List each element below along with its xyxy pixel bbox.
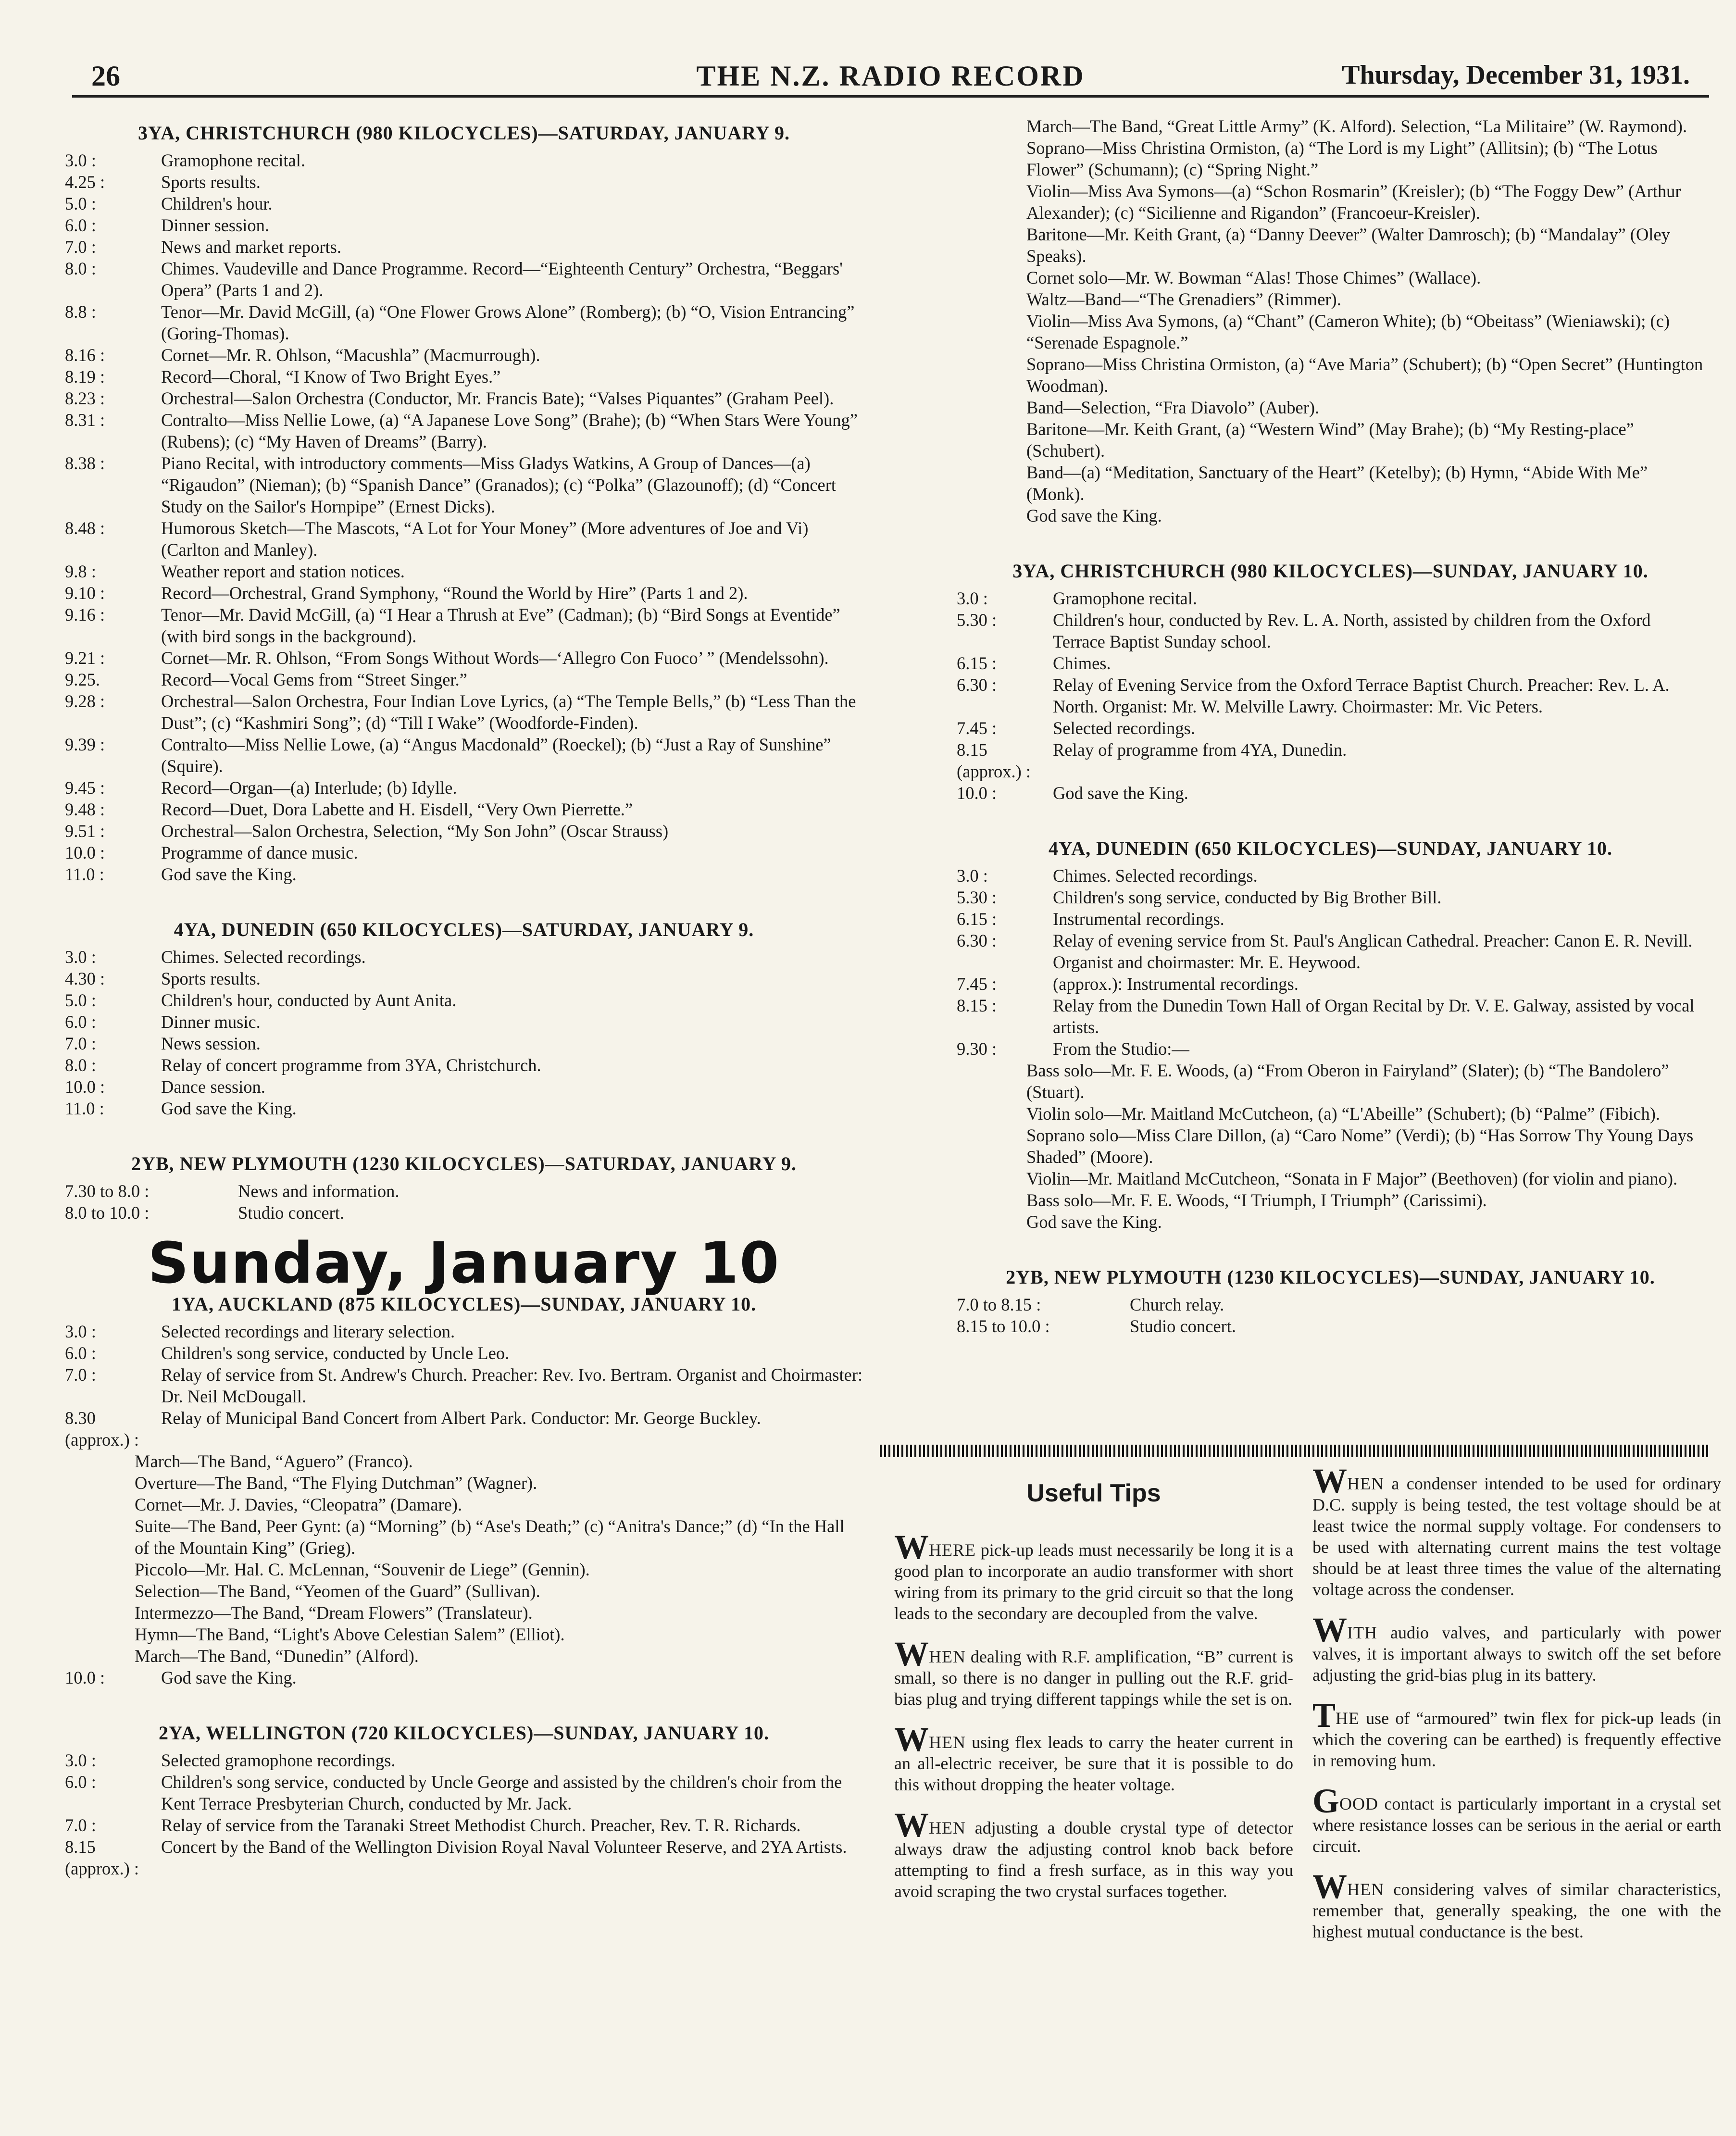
program-item (65, 690, 863, 734)
program-time: 6.30 : (957, 931, 997, 950)
program-item (65, 968, 863, 989)
program-time: 3.0 : (65, 947, 96, 967)
lead-word: OOD (1339, 1794, 1379, 1813)
tip-paragraph (1312, 1461, 1721, 1600)
sub-program-item: Baritone—Mr. Keith Grant, (a) “Danny Deever” (Walter Damrosch); (b) “Mandalay” (Oley Speaks). (1026, 225, 1670, 266)
tip-text: dealing with R.F. amplification, “B” current is small, so there is no danger in pulling out the R.F. grid-bias plug and trying different tappings while the set is on. (894, 1647, 1293, 1709)
section-heading: 4YA, DUNEDIN (650 KILOCYCLES)—SUNDAY, JANUARY 10. (1049, 837, 1612, 859)
program-item (65, 561, 863, 582)
section-heading: 4YA, DUNEDIN (650 KILOCYCLES)—SATURDAY, JANUARY 9. (174, 919, 754, 940)
program-item (65, 1407, 863, 1450)
section-heading: 2YA, WELLINGTON (720 KILOCYCLES)—SUNDAY, JANUARY 10. (158, 1722, 770, 1744)
program-text: Selected gramophone recordings. (161, 1750, 396, 1770)
program-text: Relay of Evening Service from the Oxford Terrace Baptist Church. Preacher: Rev. L. A. North. Organist: Mr. W. Melville Lawry. Choirmaster: Mr. Vic Peters. (1053, 675, 1670, 716)
program-text: From the Studio:— (1053, 1039, 1189, 1059)
program-item (957, 995, 1704, 1038)
program-text: Tenor—Mr. David McGill, (a) “One Flower Grows Alone” (Romberg); (b) “O, Vision Entrancing” (Goring-Thomas). (161, 302, 855, 343)
program-text: News and information. (238, 1181, 400, 1201)
sub-program-item: Violin solo—Mr. Maitland McCutcheon, (a) “L'Abeille” (Schubert); (b) “Palme” (Fibich). (1026, 1104, 1661, 1124)
tip-paragraph (894, 1635, 1293, 1710)
program-item (65, 1011, 863, 1033)
program-item (65, 366, 863, 387)
program-time: 6.0 : (65, 1012, 96, 1032)
program-item (65, 1836, 863, 1879)
program-text: Concert by the Band of the Wellington Division Royal Naval Volunteer Reserve, and 2YA Artists. (161, 1837, 847, 1857)
program-text: Dinner music. (161, 1012, 261, 1032)
program-text: Children's hour, conducted by Aunt Anita. (161, 990, 457, 1010)
program-text: Chimes. Selected recordings. (161, 947, 366, 967)
sub-program-item: Soprano solo—Miss Clare Dillon, (a) “Caro Nome” (Verdi); (b) “Has Sorrow Thy Young Days Shaded” (Moore). (1026, 1125, 1694, 1167)
sub-program-item: Cornet—Mr. J. Davies, “Cleopatra” (Damare). (135, 1495, 462, 1514)
sub-program-item: Overture—The Band, “The Flying Dutchman” (Wagner). (135, 1473, 537, 1493)
program-text: Programme of dance music. (161, 843, 358, 862)
program-item (957, 1294, 1704, 1315)
drop-cap: T (1312, 1696, 1336, 1735)
program-text: Children's hour, conducted by Rev. L. A. North, assisted by children from the Oxford Terrace Baptist Sunday school. (1053, 610, 1651, 651)
tip-text: contact is particularly important in a crystal set where resistance losses can be serious in the aerial or earth circuit. (1312, 1794, 1721, 1856)
program-text: Contralto—Miss Nellie Lowe, (a) “A Japanese Love Song” (Brahe); (b) “When Stars Were Young” (Rubens); (c) “My Haven of Dreams” (Barry). (161, 410, 858, 451)
program-time: 8.38 : (65, 453, 105, 473)
program-time: 7.0 : (65, 1815, 96, 1835)
sub-program-item: Band—(a) “Meditation, Sanctuary of the Heart” (Ketelby); (b) Hymn, “Abide With Me” (Monk). (1026, 462, 1648, 504)
sub-program-item: Hymn—The Band, “Light's Above Celestian Salem” (Elliot). (135, 1624, 565, 1644)
program-text: Record—Choral, “I Know of Two Bright Eyes.” (161, 367, 501, 387)
program-text: God save the King. (161, 864, 297, 884)
program-list (957, 1294, 1704, 1337)
program-text: Contralto—Miss Nellie Lowe, (a) “Angus Macdonald” (Roeckel); (b) “Just a Ray of Sunshine” (Squire). (161, 735, 831, 776)
program-item (957, 908, 1704, 930)
program-text: Cornet—Mr. R. Ohlson, “Macushla” (Macmurrough). (161, 345, 540, 365)
program-time: 8.0 : (65, 259, 96, 278)
lead-word: HEN (1347, 1880, 1384, 1899)
sub-program-item: Baritone—Mr. Keith Grant, (a) “Western Wind” (May Brahe); (b) “My Resting-place” (Schubert). (1026, 419, 1634, 461)
program-item (65, 236, 863, 258)
program-time: 5.0 : (65, 990, 96, 1010)
program-text: Relay of Municipal Band Concert from Albert Park. Conductor: Mr. George Buckley. (161, 1408, 761, 1428)
drop-cap: W (894, 1635, 929, 1673)
program-time: 7.0 : (65, 1034, 96, 1053)
program-time: 11.0 : (65, 864, 104, 884)
sub-program-item: Soprano—Miss Christina Ormiston, (a) “Ave Maria” (Schubert); (b) “Open Secret” (Huntington Woodman). (1026, 354, 1703, 396)
program-list (65, 1180, 863, 1224)
program-time: 8.16 : (65, 345, 105, 365)
drop-cap: W (894, 1720, 929, 1759)
program-item (957, 865, 1704, 887)
program-text: Cornet—Mr. R. Ohlson, “From Songs Without Words—‘Allegro Con Fuoco’ ” (Mendelssohn). (161, 648, 829, 668)
program-time: 9.45 : (65, 778, 105, 798)
program-time: 8.15 (approx.) : (65, 1837, 139, 1878)
program-text: Orchestral—Salon Orchestra, Four Indian Love Lyrics, (a) “The Temple Bells,” (b) “Less Than the Dust”; (c) “Kashmiri Song”; (d) “Till I Wake” (Woodforde-Finden). (161, 691, 856, 733)
program-item (957, 652, 1704, 674)
program-item (65, 387, 863, 409)
sub-program-item: God save the King. (1026, 1212, 1162, 1232)
program-item (65, 193, 863, 214)
program-text: Relay of concert programme from 3YA, Christchurch. (161, 1055, 541, 1075)
program-list (65, 1749, 863, 1879)
program-text: Selected recordings and literary selection. (161, 1322, 455, 1341)
program-item (65, 1202, 863, 1224)
program-list (65, 1321, 863, 1450)
program-item (65, 150, 863, 171)
section-heading: 3YA, CHRISTCHURCH (980 KILOCYCLES)—SATURDAY, JANUARY 9. (138, 122, 790, 144)
program-time: 7.0 : (65, 1365, 96, 1385)
sub-program-item: March—The Band, “Aguero” (Franco). (135, 1451, 413, 1471)
program-time: 4.25 : (65, 172, 105, 192)
program-item (65, 517, 863, 561)
program-item (65, 1342, 863, 1364)
program-item (957, 1038, 1704, 1060)
program-time: 9.51 : (65, 821, 105, 841)
tip-paragraph (894, 1806, 1293, 1902)
program-time: 8.0 to 10.0 : (65, 1203, 150, 1223)
program-time: 9.25. (65, 670, 100, 689)
program-time: 10.0 : (65, 843, 105, 862)
program-time: 8.15 (approx.) : (957, 740, 1031, 781)
program-time: 7.45 : (957, 974, 997, 994)
sub-program-list (65, 1450, 863, 1667)
program-item (65, 946, 863, 968)
tip-paragraph (1312, 1867, 1721, 1942)
program-text: Relay of service from St. Andrew's Church. Preacher: Rev. Ivo. Bertram. Organist and Choirmaster: Dr. Neil McDougall. (161, 1365, 863, 1406)
drop-cap: W (1312, 1611, 1347, 1649)
program-time: 8.15 : (957, 996, 997, 1015)
program-list (957, 865, 1704, 1060)
program-text: Record—Vocal Gems from “Street Singer.” (161, 670, 467, 689)
program-item (957, 674, 1704, 717)
tip-text: pick-up leads must necessarily be long it is a good plan to incorporate an audio transformer with short wiring from its primary to the grid circuit so that the long leads to the secondary are decoupled from the valve. (894, 1540, 1293, 1623)
program-text: Piano Recital, with introductory comments—Miss Gladys Watkins, A Group of Dances—(a) “Rigaudon” (Nieman); (b) “Spanish Dance” (Granados); (c) “Polka” (Glazounoff); (d) “Concert Study on the Sailor's Hornpipe” (Ernest Dicks). (161, 453, 837, 516)
tips-list (1312, 1461, 1721, 1942)
program-time: 3.0 : (65, 1750, 96, 1770)
sub-program-item: God save the King. (1026, 506, 1162, 525)
section-heading: 2YB, NEW PLYMOUTH (1230 KILOCYCLES)—SUNDAY, JANUARY 10. (1006, 1266, 1655, 1288)
program-text: Orchestral—Salon Orchestra (Conductor, Mr. Francis Bate); “Valses Piquantes” (Graham Peel). (161, 388, 834, 408)
tips-column-b (1312, 1461, 1721, 1962)
program-list (65, 150, 863, 885)
program-item (65, 214, 863, 236)
sub-program-item: Band—Selection, “Fra Diavolo” (Auber). (1026, 398, 1320, 417)
program-item (65, 1076, 863, 1098)
program-text: (approx.): Instrumental recordings. (1053, 974, 1299, 994)
drop-cap: G (1312, 1782, 1340, 1820)
program-text: Children's song service, conducted by Big Brother Bill. (1053, 887, 1442, 907)
program-text: Tenor—Mr. David McGill, (a) “I Hear a Thrush at Eve” (Cadman); (b) “Bird Songs at Eventide” (with bird songs in the background). (161, 605, 840, 646)
sub-program-item: Selection—The Band, “Yeomen of the Guard” (Sullivan). (135, 1581, 540, 1601)
sub-program-item: March—The Band, “Great Little Army” (K. Alford). Selection, “La Militaire” (W. Raymond). (1026, 116, 1687, 136)
program-time: 9.10 : (65, 583, 105, 603)
program-item (65, 1771, 863, 1814)
program-item (957, 587, 1704, 609)
tip-paragraph (894, 1720, 1293, 1795)
sub-program-item: Violin—Mr. Maitland McCutcheon, “Sonata in F Major” (Beethoven) (for violin and piano). (1026, 1169, 1678, 1188)
program-text: Gramophone recital. (161, 150, 305, 170)
program-time: 9.8 : (65, 562, 96, 581)
program-item (65, 1098, 863, 1119)
sub-program-item: Bass solo—Mr. F. E. Woods, “I Triumph, I Triumph” (Carissimi). (1026, 1190, 1487, 1210)
tip-paragraph (1312, 1611, 1721, 1686)
program-time: 5.30 : (957, 610, 997, 630)
tips-title: Useful Tips (1026, 1479, 1161, 1507)
program-item (957, 782, 1704, 804)
program-time: 9.30 : (957, 1039, 997, 1059)
program-item (65, 1321, 863, 1342)
lead-word: HEN (929, 1818, 966, 1837)
program-time: 6.15 : (957, 653, 997, 673)
program-text: Children's hour. (161, 194, 273, 213)
program-time: 9.16 : (65, 605, 105, 625)
sub-program-item: Violin—Miss Ava Symons, (a) “Chant” (Cameron White); (b) “Obeitass” (Wieniawski); (c) “Serenade Espagnole.” (1026, 311, 1670, 352)
tip-text: considering valves of similar characteristics, remember that, generally speaking, the one with the highest mutual conductance is the best. (1312, 1880, 1721, 1941)
sub-program-item: Piccolo—Mr. Hal. C. McLennan, “Souvenir de Liege” (Gennin). (135, 1560, 590, 1579)
program-text: Dinner session. (161, 215, 270, 235)
program-text: Studio concert. (238, 1203, 344, 1223)
program-item (65, 842, 863, 863)
drop-cap: W (1312, 1867, 1347, 1906)
sub-program-item: March—The Band, “Dunedin” (Alford). (135, 1646, 419, 1666)
tip-paragraph (1312, 1696, 1721, 1771)
program-item (65, 799, 863, 820)
program-time: 3.0 : (957, 588, 988, 608)
sub-program-item: Intermezzo—The Band, “Dream Flowers” (Translateur). (135, 1603, 533, 1623)
program-time: 8.31 : (65, 410, 105, 430)
program-time: 8.8 : (65, 302, 96, 322)
program-time: 9.39 : (65, 735, 105, 754)
program-time: 3.0 : (65, 150, 96, 170)
tip-text: using flex leads to carry the heater current in an all-electric receiver, be sure that it is possible to do this without dropping the heater voltage. (894, 1733, 1293, 1794)
program-text: Relay of service from the Taranaki Street Methodist Church. Preacher, Rev. T. R. Richards. (161, 1815, 801, 1835)
program-item (65, 171, 863, 193)
program-item (957, 887, 1704, 908)
sub-program-list (957, 1060, 1704, 1233)
sub-program-item: Waltz—Band—“The Grenadiers” (Rimmer). (1026, 289, 1341, 309)
lead-word: HEN (929, 1647, 966, 1666)
program-text: Chimes. (1053, 653, 1111, 673)
program-item (957, 609, 1704, 652)
program-text: Children's song service, conducted by Uncle Leo. (161, 1343, 510, 1363)
lead-word: HEN (929, 1733, 966, 1752)
program-time: 7.45 : (957, 718, 997, 738)
program-time: 11.0 : (65, 1099, 104, 1118)
program-item (957, 930, 1704, 973)
program-item (65, 1033, 863, 1054)
program-time: 3.0 : (957, 866, 988, 886)
program-text: News and market reports. (161, 237, 342, 257)
tips-list (894, 1528, 1293, 1902)
program-time: 6.0 : (65, 215, 96, 235)
program-time: 7.0 to 8.15 : (957, 1295, 1041, 1314)
section-heading: 3YA, CHRISTCHURCH (980 KILOCYCLES)—SUNDAY, JANUARY 10. (1012, 560, 1649, 582)
sub-program-item: Suite—The Band, Peer Gynt: (a) “Morning” (b) “Ase's Death;” (c) “Anitra's Dance;” (d) “In the Hall of the Mountain King” (Grieg). (135, 1516, 845, 1558)
program-time: 6.0 : (65, 1343, 96, 1363)
program-item (65, 409, 863, 452)
tip-text: audio valves, and particularly with power valves, it is important always to switch off the set before adjusting the grid-bias plug in its battery. (1312, 1623, 1721, 1685)
program-text: Gramophone recital. (1053, 588, 1197, 608)
tip-paragraph (894, 1528, 1293, 1624)
program-time: 8.48 : (65, 518, 105, 538)
right-column (957, 115, 1704, 1337)
program-item (65, 1180, 863, 1202)
drop-cap: W (894, 1528, 929, 1566)
program-item (65, 1749, 863, 1771)
tips-column-a (894, 1471, 1293, 1922)
program-text: Selected recordings. (1053, 718, 1195, 738)
day-heading: Sunday, January 10 (148, 1230, 780, 1296)
program-text: God save the King. (1053, 783, 1188, 803)
program-text: Sports results. (161, 969, 261, 988)
continued-program-list (957, 115, 1704, 526)
publication-title: THE N.Z. RADIO RECORD (696, 60, 1085, 92)
tip-text: adjusting a double crystal type of detector always draw the adjusting control knob back before attempting to find a fresh surface, as in this way you avoid scraping the two crystal surfaces together. (894, 1818, 1293, 1901)
program-time: 9.21 : (65, 648, 105, 668)
lead-word: HERE (929, 1540, 976, 1560)
program-text: Chimes. Vaudeville and Dance Programme. Record—“Eighteenth Century” Orchestra, “Beggars' Opera” (Parts 1 and 2). (161, 259, 843, 300)
program-text: Orchestral—Salon Orchestra, Selection, “My Son John” (Oscar Strauss) (161, 821, 669, 841)
drop-cap: W (1312, 1461, 1347, 1500)
program-text: Children's song service, conducted by Uncle George and assisted by the children's choir from the Kent Terrace Presbyterian Church, conducted by Mr. Jack. (161, 1772, 842, 1813)
program-text: Record—Organ—(a) Interlude; (b) Idylle. (161, 778, 457, 798)
program-item (957, 973, 1704, 995)
program-item (65, 989, 863, 1011)
program-time: 8.23 : (65, 388, 105, 408)
program-item (65, 301, 863, 344)
program-item (65, 344, 863, 366)
program-text: Relay from the Dunedin Town Hall of Organ Recital by Dr. V. E. Galway, assisted by vocal artists. (1053, 996, 1695, 1037)
program-text: Humorous Sketch—The Mascots, “A Lot for Your Money” (More adventures of Joe and Vi) (Carlton and Manley). (161, 518, 809, 560)
program-item (65, 1667, 863, 1688)
program-time: 10.0 : (65, 1668, 105, 1687)
program-time: 8.19 : (65, 367, 105, 387)
program-time: 6.15 : (957, 909, 997, 929)
program-time: 6.30 : (957, 675, 997, 695)
ornamental-divider (880, 1445, 1709, 1457)
program-text: News session. (161, 1034, 261, 1053)
program-item (65, 1814, 863, 1836)
program-time: 3.0 : (65, 1322, 96, 1341)
program-text: Chimes. Selected recordings. (1053, 866, 1258, 886)
program-time: 7.0 : (65, 237, 96, 257)
program-text: Sports results. (161, 172, 261, 192)
program-item (65, 452, 863, 517)
program-time: 10.0 : (957, 783, 997, 803)
program-time: 5.30 : (957, 887, 997, 907)
program-item (65, 777, 863, 799)
program-text: Church relay. (1130, 1295, 1224, 1314)
section-heading: 2YB, NEW PLYMOUTH (1230 KILOCYCLES)—SATURDAY, JANUARY 9. (131, 1153, 797, 1174)
tip-text: a condenser intended to be used for ordinary D.C. supply is being tested, the test voltage should be at least twice the normal supply voltage. For condensers to be used with alternating current mains the test voltage should be at least three times the value of the alternating voltage across the condenser. (1312, 1474, 1721, 1599)
tip-text: use of “armoured” twin flex for pick-up leads (in which the covering can be earthed) is frequently effective in removing hum. (1312, 1709, 1721, 1770)
program-item (65, 1364, 863, 1407)
program-time: 9.28 : (65, 691, 105, 711)
program-item (65, 582, 863, 604)
lead-word: HE (1336, 1709, 1360, 1728)
lead-word: HEN (1347, 1474, 1384, 1493)
program-time: 8.15 to 10.0 : (957, 1316, 1050, 1336)
program-text: Relay of evening service from St. Paul's Anglican Cathedral. Preacher: Canon E. R. Nevill. Organist and choirmaster: Mr. E. Heywood. (1053, 931, 1693, 972)
program-item (65, 820, 863, 842)
program-text: Instrumental recordings. (1053, 909, 1224, 929)
sub-program-item: Bass solo—Mr. F. E. Woods, (a) “From Oberon in Fairyland” (Slater); (b) “The Bandolero” (Stuart). (1026, 1061, 1669, 1102)
program-text: God save the King. (161, 1099, 297, 1118)
drop-cap: W (894, 1806, 929, 1844)
program-time: 10.0 : (65, 1077, 105, 1097)
left-column (65, 115, 863, 1879)
sub-program-item: Soprano—Miss Christina Ormiston, (a) “The Lord is my Light” (Allitsin); (b) “The Lotus Flower” (Schumann); (c) “Spring Night.” (1026, 138, 1658, 179)
program-text: Studio concert. (1130, 1316, 1236, 1336)
program-time: 8.0 : (65, 1055, 96, 1075)
sub-program-item: Cornet solo—Mr. W. Bowman “Alas! Those Chimes” (Wallace). (1026, 268, 1481, 287)
program-item (65, 604, 863, 647)
program-time: 6.0 : (65, 1772, 96, 1792)
program-item (65, 863, 863, 885)
program-text: Record—Duet, Dora Labette and H. Eisdell, “Very Own Pierrette.” (161, 799, 633, 819)
program-item (957, 739, 1704, 782)
program-text: Dance session. (161, 1077, 265, 1097)
program-text: Weather report and station notices. (161, 562, 405, 581)
program-item (65, 734, 863, 777)
running-head (72, 57, 1709, 98)
program-list (65, 946, 863, 1119)
program-text: God save the King. (161, 1668, 297, 1687)
program-item (65, 1054, 863, 1076)
program-item (65, 669, 863, 690)
program-item (65, 647, 863, 669)
program-list (957, 587, 1704, 804)
program-time: 5.0 : (65, 194, 96, 213)
program-item (957, 717, 1704, 739)
issue-date: Thursday, December 31, 1931. (1342, 60, 1690, 90)
program-text: Relay of programme from 4YA, Dunedin. (1053, 740, 1347, 760)
program-item (957, 1315, 1704, 1337)
program-item (65, 258, 863, 301)
program-time: 8.30 (approx.) : (65, 1408, 139, 1449)
program-time: 7.30 to 8.0 : (65, 1181, 150, 1201)
tip-paragraph (1312, 1782, 1721, 1857)
program-time: 9.48 : (65, 799, 105, 819)
sub-program-item: Violin—Miss Ava Symons—(a) “Schon Rosmarin” (Kreisler); (b) “The Foggy Dew” (Arthur Alexander); (c) “Sicilienne and Rigandon” (Francoeur-Kreisler). (1026, 181, 1681, 223)
program-text: Record—Orchestral, Grand Symphony, “Round the World by Hire” (Parts 1 and 2). (161, 583, 748, 603)
page-number: 26 (91, 60, 120, 92)
lead-word: ITH (1347, 1623, 1377, 1642)
section-heading: 1YA, AUCKLAND (875 KILOCYCLES)—SUNDAY, JANUARY 10. (171, 1293, 757, 1315)
program-time: 4.30 : (65, 969, 105, 988)
